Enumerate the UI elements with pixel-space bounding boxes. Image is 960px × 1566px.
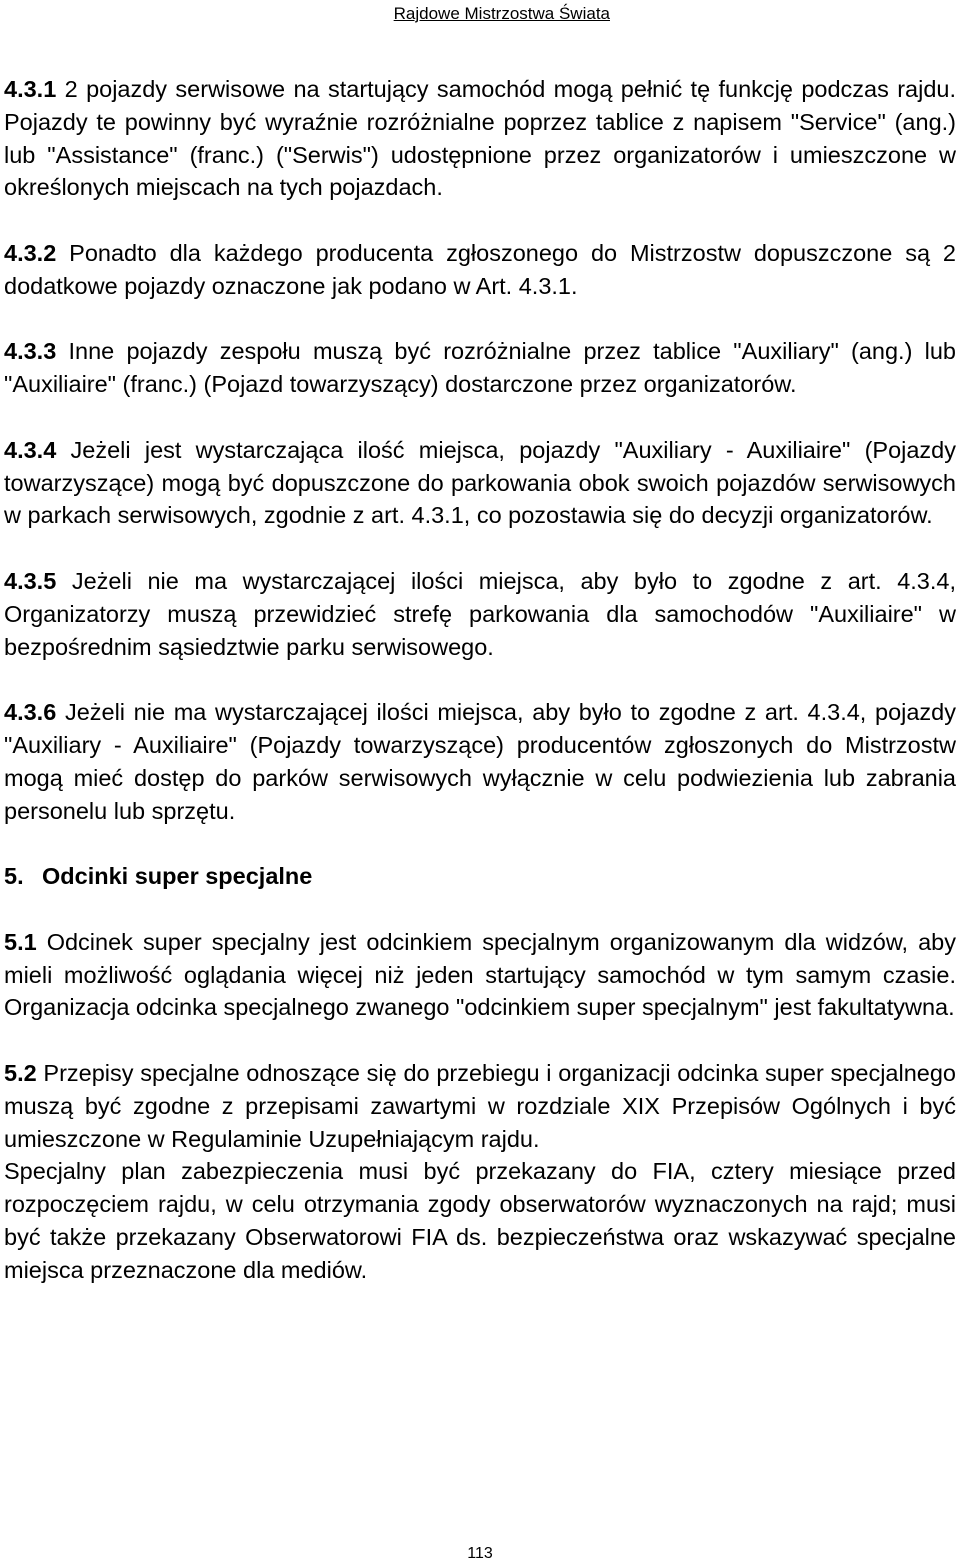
paragraph-number: 4.3.5 <box>4 567 57 594</box>
paragraph-number: 4.3.2 <box>4 239 57 266</box>
paragraph-5-1 <box>4 926 956 1024</box>
paragraph-5-2 <box>4 1057 956 1155</box>
paragraph-text: Odcinek super specjalny jest odcinkiem specjalnym organizowanym dla widzów, aby mieli możliwość oglądania więcej niż jeden startujący samochód w tym samym czasie. Organizacja odcinka specjalnego zwanego "odcinkiem super specjalnym" jest fakultatywna. <box>4 928 956 1021</box>
paragraph-4-3-6 <box>4 696 956 827</box>
paragraph-number: 4.3.3 <box>4 338 57 365</box>
paragraph-4-3-3 <box>4 335 956 401</box>
paragraph-text: Jeżeli nie ma wystarczającej ilości miejsca, aby było to zgodne z art. 4.3.4, pojazdy "Auxiliary - Auxiliaire" (Pojazdy towarzyszące) producentów zgłoszonych do Mistrzostw mogą mieć dostęp do parków serwisowych wyłącznie w celu podwiezienia lub zabrania personelu lub sprzętu. <box>4 699 956 824</box>
section-number: 5. <box>4 863 24 890</box>
paragraph-text: Jeżeli nie ma wystarczającej ilości miejsca, aby było to zgodne z art. 4.3.4, Organizatorzy muszą przewidzieć strefę parkowania dla samochodów "Auxiliaire" w bezpośrednim sąsiedztwie parku serwisowego. <box>4 567 956 660</box>
section-title: Odcinki super specjalne <box>42 863 313 890</box>
paragraph-text: Jeżeli jest wystarczająca ilość miejsca, pojazdy "Auxiliary - Auxiliaire" (Pojazdy towarzyszące) mogą być dopuszczone do parkowania obok swoich pojazdów serwisowych w parkach serwisowych, zgodnie z art. 4.3.1, co pozostawia się do decyzji organizatorów. <box>4 436 956 529</box>
paragraph-4-3-2 <box>4 237 956 303</box>
paragraph-4-3-1 <box>4 73 956 204</box>
section-heading <box>4 860 956 893</box>
page-number: 113 <box>467 1545 493 1562</box>
paragraph-text: 2 pojazdy serwisowe na startujący samochód mogą pełnić tę funkcję podczas rajdu. Pojazdy te powinny być wyraźnie rozróżnialne poprzez tablice z napisem "Service" (ang.) lub "Assistance" (franc.) ("Serwis") udostępnione przez organizatorów i umieszczone w określonych miejscach na tych pojazdach. <box>4 76 956 201</box>
paragraph-text: Inne pojazdy zespołu muszą być rozróżnialne przez tablice "Auxiliary" (ang.) lub "Auxiliaire" (franc.) (Pojazd towarzyszący) dostarczone przez organizatorów. <box>4 338 956 398</box>
paragraph-4-3-5 <box>4 565 956 663</box>
paragraph-safety-plan: Specjalny plan zabezpieczenia musi być przekazany do FIA, cztery miesiące przed rozpoczęciem rajdu, w celu otrzymania zgody obserwatorów wyznaczonych na rajd; musi być także przekazany Obserwatorowi FIA ds. bezpieczeństwa oraz wskazywać specjalne miejsca przeznaczone dla mediów. <box>4 1158 956 1283</box>
paragraph-number: 5.2 <box>4 1059 37 1086</box>
paragraph-text: Przepisy specjalne odnoszące się do przebiegu i organizacji odcinka super specjalnego muszą być zgodne z przepisami zawartymi w rozdziale XIX Przepisów Ogólnych i być umieszczone w Regulaminie Uzupełniającym rajdu. <box>4 1059 956 1152</box>
paragraph-4-3-4 <box>4 434 956 532</box>
paragraph-number: 5.1 <box>4 928 37 955</box>
document-body <box>4 73 956 1286</box>
paragraph-number: 4.3.4 <box>4 436 57 463</box>
running-header: Rajdowe Mistrzostwa Świata <box>393 4 610 23</box>
paragraph-text: Ponadto dla każdego producenta zgłoszonego do Mistrzostw dopuszczone są 2 dodatkowe pojazdy oznaczone jak podano w Art. 4.3.1. <box>4 239 956 299</box>
paragraph-number: 4.3.6 <box>4 699 57 726</box>
paragraph-number: 4.3.1 <box>4 76 57 102</box>
